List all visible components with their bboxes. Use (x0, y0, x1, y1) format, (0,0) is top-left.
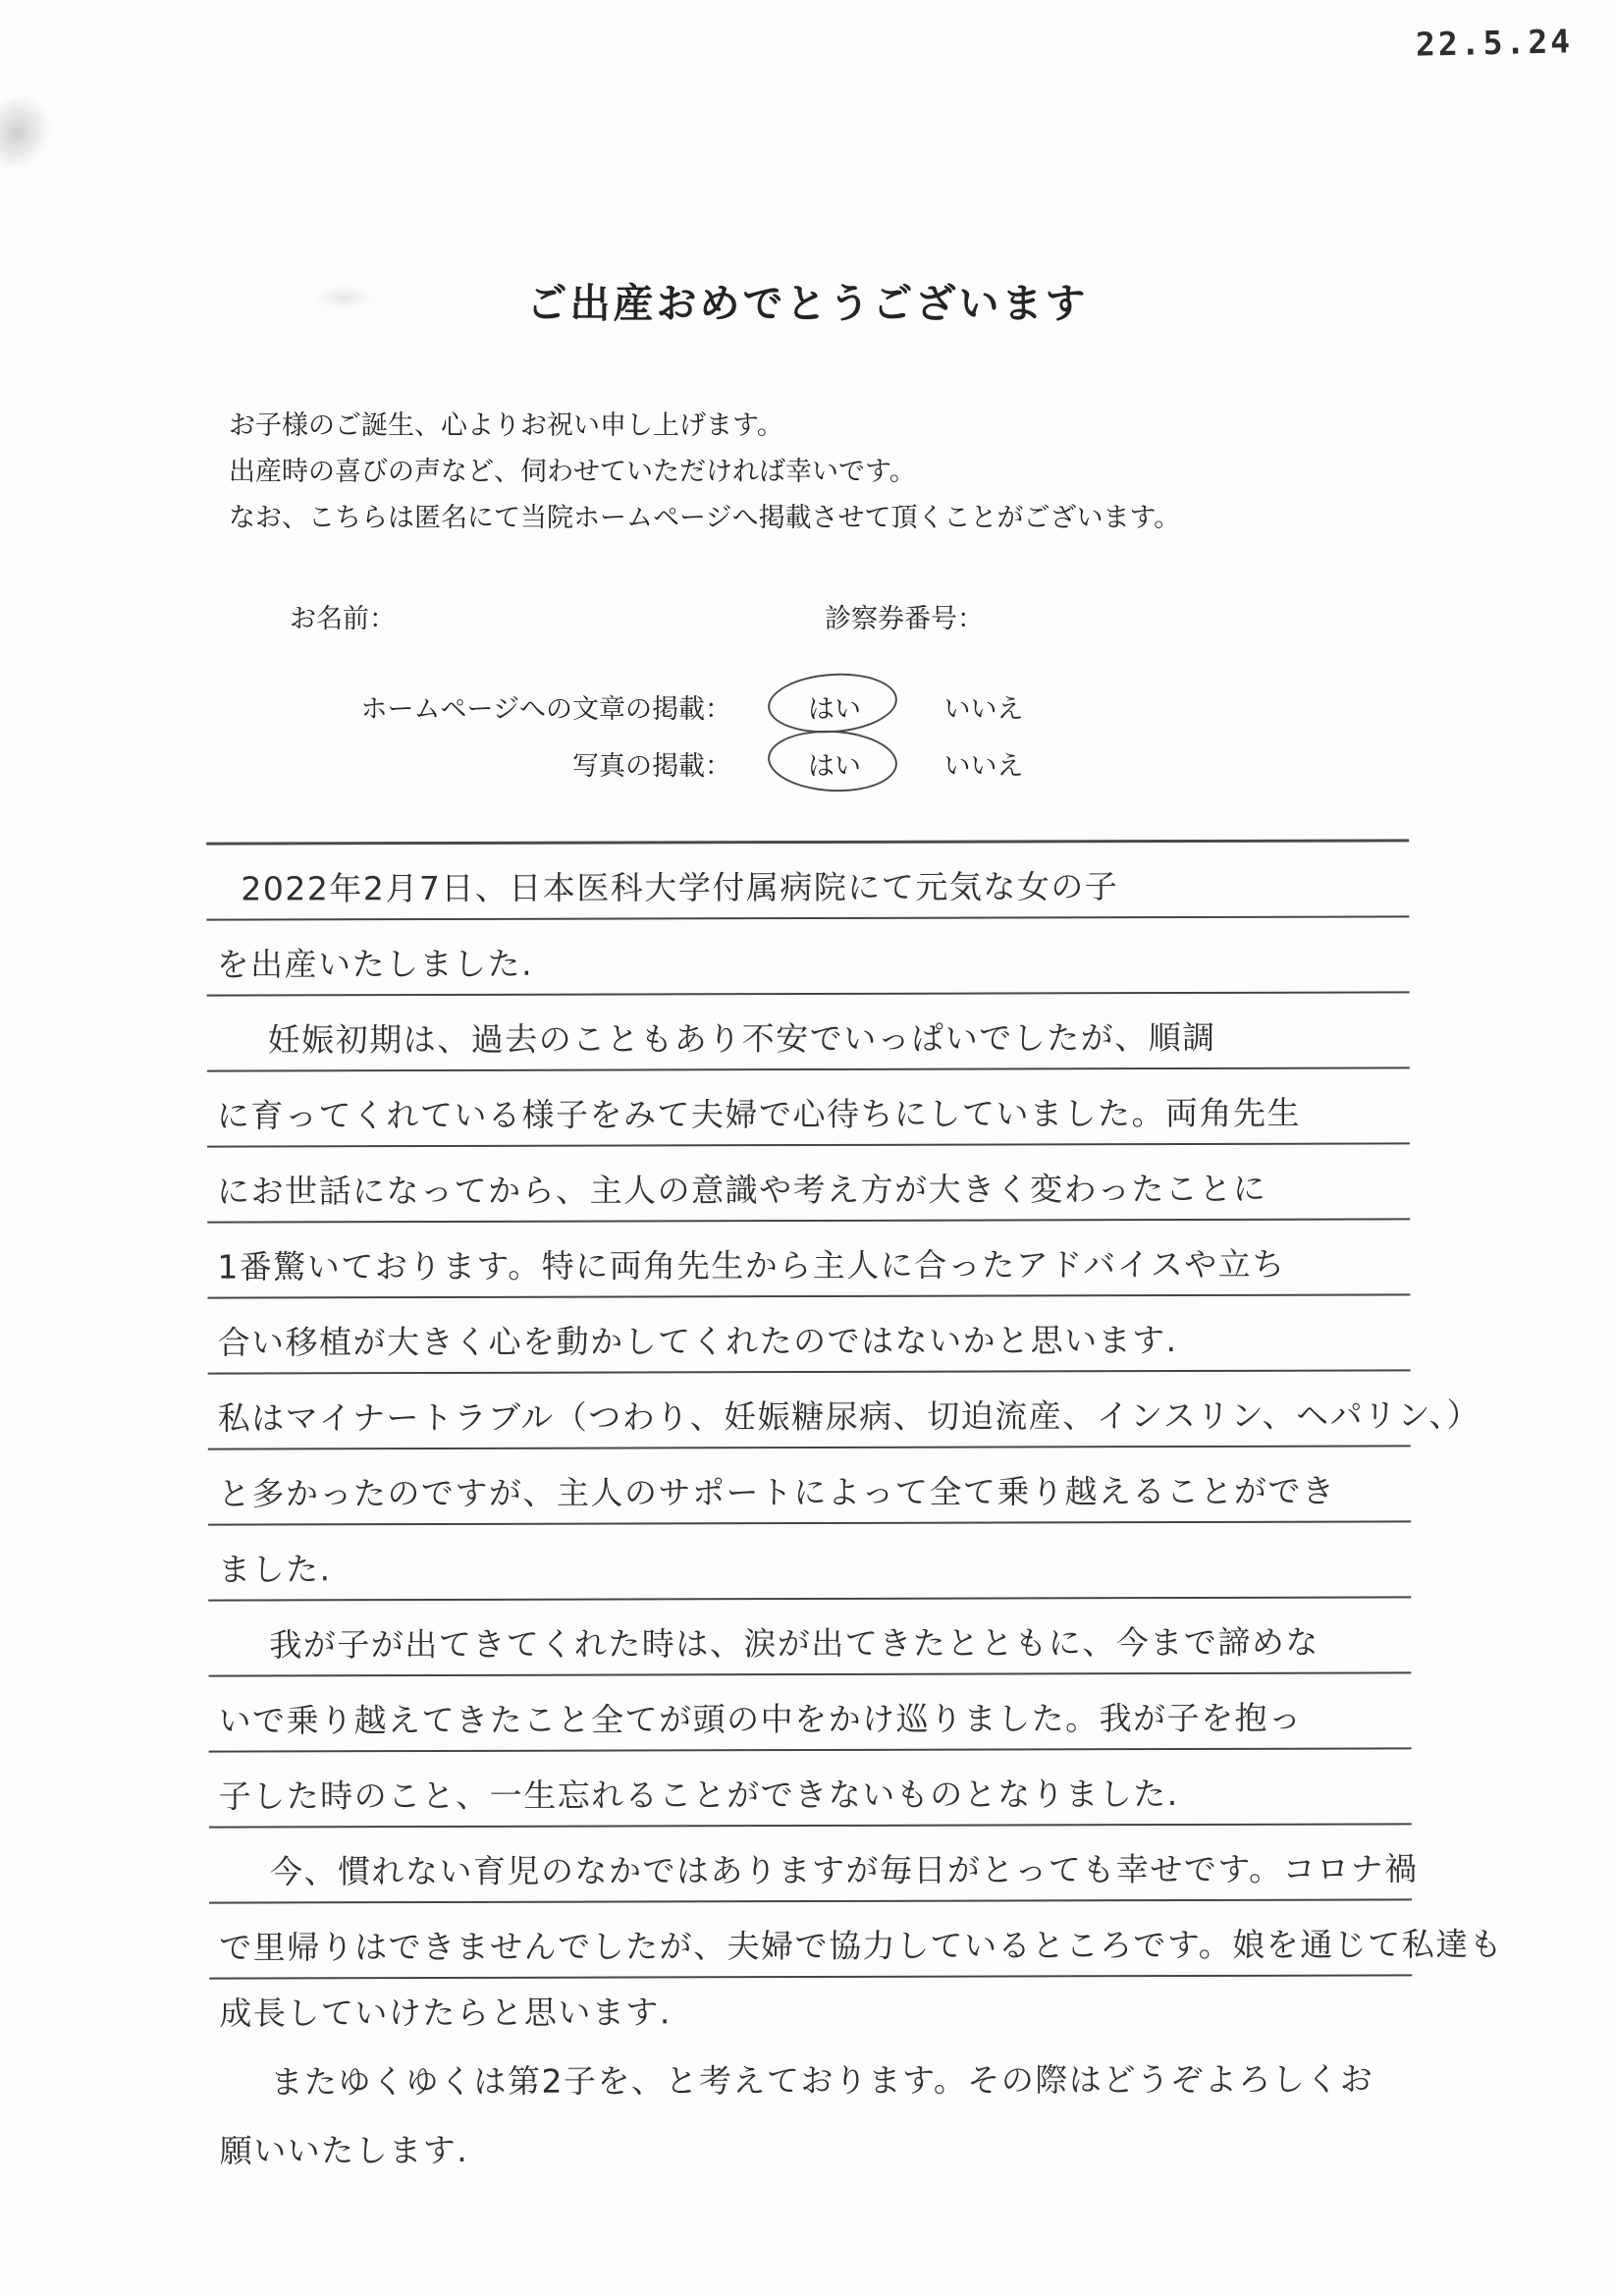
letter-line-text: で里帰りはできませんでしたが、夫婦で協力しているところです。娘を通じて私達も (219, 1925, 1504, 1967)
date-stamp: 22.5.24 (1415, 22, 1574, 64)
letter-line (206, 842, 1409, 920)
letter-line (207, 1220, 1410, 1298)
no-option: いいえ (943, 694, 1024, 724)
card-number-field-label: 診察券番号： (825, 604, 984, 633)
letter-line (208, 1447, 1411, 1525)
letter-line-text: に育ってくれている様子をみて夫婦で心待ちにしていました。両角先生 (216, 1093, 1301, 1135)
letter-line (207, 1068, 1410, 1147)
intro-line: なお、こちらは匿名にて当院ホームページへ掲載させて頂くことがございます。 (229, 503, 1181, 532)
letter-line (207, 1144, 1410, 1223)
name-field-label: お名前： (290, 604, 396, 633)
letter-line-text: 成長していけたらと思います. (219, 1993, 672, 2033)
selection-circle-icon (766, 728, 898, 795)
letter-line (208, 1371, 1481, 1449)
letter-line (209, 1976, 1412, 2048)
letter-line-text: 2022年2月7日、日本医科大学付属病院にて元気な女の子 (241, 867, 1119, 908)
yes-option: はい (808, 694, 861, 724)
letter-line (209, 1825, 1419, 1903)
ruled-writing-area (206, 839, 1504, 1979)
letter-line (210, 2113, 1413, 2185)
letter-line (208, 1522, 1411, 1601)
letter-line-text: ました. (218, 1550, 332, 1589)
letter-line-text: 合い移植が大きく心を動かしてくれたのではないかと思います. (217, 1321, 1178, 1362)
yes-option: はい (808, 751, 861, 781)
letter-line-text: 願いいたします. (219, 2130, 469, 2170)
letter-line-text: にお世話になってから、主人の意識や考え方が大きく変わったことに (217, 1169, 1267, 1211)
intro-line: 出産時の喜びの声など、伺わせていただければ幸いです。 (229, 457, 916, 486)
letter-line-text: 今、慣れない育児のなかではありますが毎日がとっても幸せです。コロナ禍 (269, 1849, 1419, 1891)
letter-line (206, 917, 1409, 996)
letter-line (207, 993, 1410, 1071)
selection-circle-icon (766, 669, 899, 737)
page-title: ご出産おめでとうございます (526, 281, 1089, 326)
question-label: ホームページへの文章の掲載： (360, 694, 731, 724)
letter-line (209, 1749, 1412, 1828)
question-label: 写真の掲載： (572, 751, 731, 781)
letter-line (209, 1900, 1504, 1979)
intro-line: お子様のご誕生、心よりお祝い申し上げます。 (229, 410, 783, 440)
letter-line (207, 1295, 1410, 1374)
no-option: いいえ (943, 751, 1024, 781)
letter-line-text: と多かったのですが、主人のサポートによって全て乗り越えることができ (217, 1471, 1336, 1513)
letter-line-text: 子した時のこと、一生忘れることができないものとなりました. (218, 1775, 1179, 1816)
handwritten-letter (206, 839, 1504, 2185)
letter-line-text: 1番驚いております。特に両角先生から主人に合ったアドバイスや立ち (217, 1244, 1286, 1286)
intro-paragraph (229, 403, 1180, 541)
letter-line-text: 私はマイナートラブル（つわり、妊娠糖尿病、切迫流産、インスリン、ヘパリン、） (217, 1395, 1481, 1438)
letter-line-text: 妊娠初期は、過去のこともあり不安でいっぱいでしたが、順調 (267, 1017, 1216, 1060)
letter-line (208, 1673, 1411, 1752)
scan-smudge (0, 82, 65, 183)
letter-line (209, 2045, 1412, 2116)
letter-line (208, 1598, 1411, 1676)
letter-line-text: いで乗り越えてきたこと全てが頭の中をかけ巡りました。我が子を抱っ (218, 1698, 1303, 1740)
letter-line-text: 我が子が出てきてくれた時は、涙が出てきたとともに、今まで諦めな (269, 1622, 1319, 1665)
letter-line-text: またゆくゆくは第2子を、と考えております。その際はどうぞよろしくお (270, 2059, 1374, 2102)
letter-line-text: を出産いたしました. (216, 944, 534, 984)
